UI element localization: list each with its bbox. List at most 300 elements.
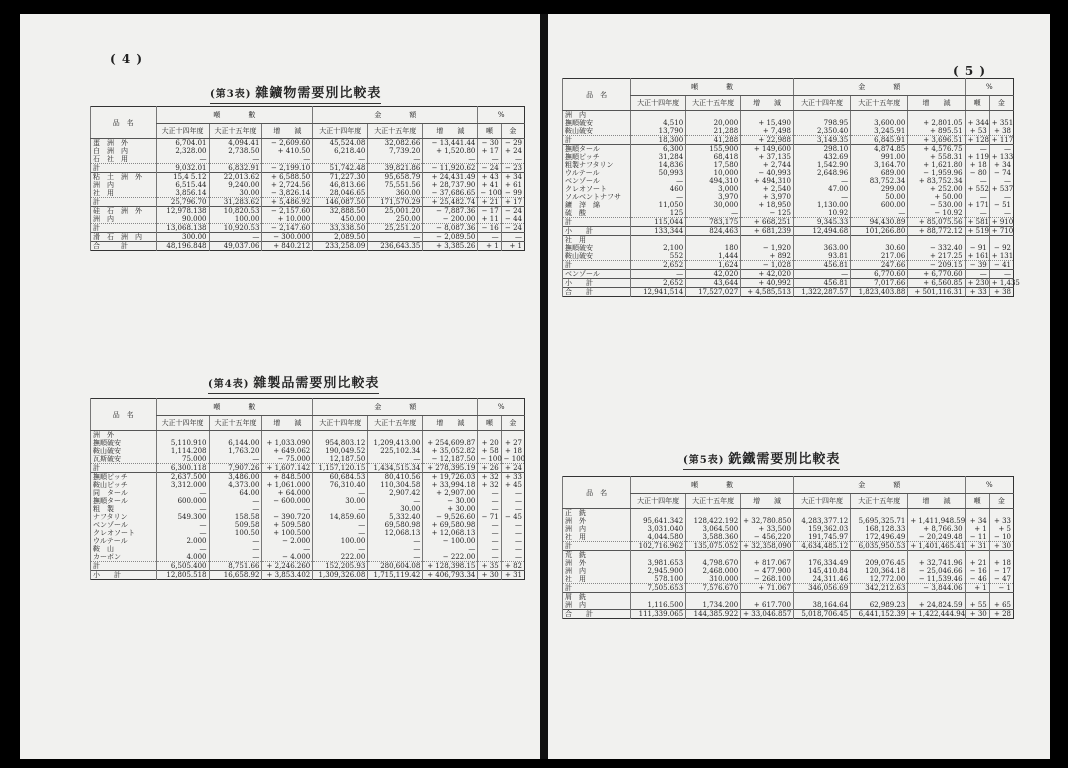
- cell-value: —: [501, 537, 524, 545]
- cell-value: 5,018,706.45: [793, 610, 850, 619]
- header-diff: 增 減: [741, 494, 794, 509]
- cell-value: + 37,135: [741, 153, 794, 161]
- cell-value: 30.00: [368, 505, 423, 513]
- cell-value: 75,551.56: [368, 181, 423, 189]
- cell-value: [793, 509, 850, 518]
- cell-value: − 71: [478, 513, 501, 521]
- cell-value: + 18: [989, 559, 1013, 567]
- cell-value: + 133: [989, 153, 1013, 161]
- cell-value: 15,4 5.12: [156, 173, 209, 182]
- cell-value: − 12,187.50: [423, 455, 478, 464]
- cell-value: 45,524.08: [313, 139, 368, 148]
- cell-value: 41,288: [686, 136, 741, 145]
- cell-value: 10,000: [686, 169, 741, 177]
- cell-value: 600.00: [851, 201, 908, 209]
- cell-value: + 681,239: [741, 227, 794, 236]
- cell-value: + 30: [965, 610, 989, 619]
- cell-value: + 161: [965, 252, 989, 261]
- cell-value: − 456,220: [741, 533, 794, 542]
- cell-value: 360.00: [368, 189, 423, 198]
- cell-value: —: [501, 521, 524, 529]
- cell-value: − 23: [501, 164, 524, 173]
- cell-value: 217.06: [851, 252, 908, 261]
- cell-value: —: [989, 193, 1013, 201]
- cell-value: —: [423, 545, 478, 553]
- cell-value: − 100: [478, 455, 501, 464]
- cell-value: —: [965, 145, 989, 154]
- cell-value: 2,637.500: [156, 473, 209, 482]
- cell-value: 432.69: [793, 153, 850, 161]
- header-tonnage: 噸 數: [631, 477, 794, 494]
- cell-value: 12,805.518: [156, 571, 209, 580]
- cell-value: 3,486.00: [209, 473, 262, 482]
- header-y14: 大正十四年度: [793, 494, 850, 509]
- cell-value: + 1,061.000: [262, 481, 313, 489]
- cell-value: [851, 236, 908, 245]
- cell-value: 168,128.33: [851, 525, 908, 533]
- table-row: [563, 193, 1014, 201]
- cell-value: + 22,988: [741, 136, 794, 145]
- cell-value: + 710: [989, 227, 1013, 236]
- cell-value: 6,441,152.39: [851, 610, 908, 619]
- cell-value: 20,000: [686, 119, 741, 127]
- header-t: 噸: [965, 96, 989, 111]
- cell-value: —: [209, 155, 262, 164]
- cell-value: 12,068.13: [368, 529, 423, 537]
- row-label: 撫順破安: [563, 119, 631, 127]
- cell-value: + 668,251: [741, 218, 794, 227]
- cell-value: 50,993: [631, 169, 686, 177]
- cell-value: 172,496.49: [851, 533, 908, 542]
- cell-value: 7,505.653: [631, 584, 686, 593]
- cell-value: − 51: [989, 201, 1013, 209]
- header-diff: 增 減: [262, 124, 313, 139]
- cell-value: —: [209, 455, 262, 464]
- cell-value: 30,000: [686, 201, 741, 209]
- cell-value: + 117: [989, 136, 1013, 145]
- cell-value: + 1,411,948.59: [908, 517, 965, 525]
- cell-value: + 35,052.82: [423, 447, 478, 455]
- cell-value: − 3,826.14: [262, 189, 313, 198]
- cell-value: —: [368, 553, 423, 562]
- table-row: [563, 209, 1014, 218]
- table-row: [91, 215, 525, 224]
- cell-value: 4.000: [156, 553, 209, 562]
- header-amount: 金 額: [313, 399, 478, 416]
- table-row: [563, 517, 1014, 525]
- row-label: 洲 内: [563, 601, 631, 610]
- cell-value: + 24: [501, 147, 524, 155]
- cell-value: 3,981.653: [631, 559, 686, 567]
- cell-value: + 28,737.90: [423, 181, 478, 189]
- cell-value: —: [793, 177, 850, 185]
- row-label: 鞍山破安: [563, 252, 631, 261]
- cell-value: + 895.51: [908, 127, 965, 136]
- cell-value: − 45: [501, 513, 524, 521]
- cell-value: 2,350.40: [793, 127, 850, 136]
- cell-value: 180: [686, 244, 741, 252]
- row-label: ウルテール: [91, 537, 157, 545]
- cell-value: + 33: [965, 288, 989, 297]
- cell-value: 991.00: [851, 153, 908, 161]
- cell-value: —: [156, 489, 209, 497]
- cell-value: + 64.000: [262, 489, 313, 497]
- header-diff: 增 減: [908, 494, 965, 509]
- cell-value: 48,196.848: [156, 242, 209, 251]
- cell-value: 3,149.35: [793, 136, 850, 145]
- cell-value: + 82: [501, 562, 524, 571]
- table-row: [91, 473, 525, 482]
- header-amount: 金 額: [793, 477, 965, 494]
- table-row: [91, 537, 525, 545]
- cell-value: 689.00: [851, 169, 908, 177]
- cell-value: 50.00: [851, 193, 908, 201]
- cell-value: 31,283.62: [209, 198, 262, 207]
- cell-value: 128,422.192: [686, 517, 741, 525]
- cell-value: + 61: [501, 181, 524, 189]
- cell-value: 209,076.45: [851, 559, 908, 567]
- cell-value: + 4,576.75: [908, 145, 965, 154]
- cell-value: 95,658.79: [368, 173, 423, 182]
- cell-value: 2,907.42: [368, 489, 423, 497]
- cell-value: —: [156, 521, 209, 529]
- cell-value: − 16: [965, 567, 989, 575]
- cell-value: − 4.000: [262, 553, 313, 562]
- cell-value: + 817.067: [741, 559, 794, 567]
- cell-value: 101,266.80: [851, 227, 908, 236]
- cell-value: [989, 236, 1013, 245]
- cell-value: 71,227.30: [313, 173, 368, 182]
- cell-value: + 581: [965, 218, 989, 227]
- cell-value: 12,978.138: [156, 207, 209, 216]
- cell-value: —: [965, 209, 989, 218]
- table-row: [563, 279, 1014, 288]
- cell-value: 6,515.44: [156, 181, 209, 189]
- cell-value: + 494,310: [741, 177, 794, 185]
- cell-value: [851, 111, 908, 120]
- cell-value: 125: [631, 209, 686, 218]
- cell-value: [793, 593, 850, 602]
- cell-value: + 2,907.00: [423, 489, 478, 497]
- cell-value: + 848.500: [262, 473, 313, 482]
- cell-value: − 30.00: [423, 497, 478, 505]
- cell-value: 6,832.91: [209, 164, 262, 173]
- cell-value: + 1,607.142: [262, 464, 313, 473]
- cell-value: − 209.15: [908, 261, 965, 270]
- cell-value: 33,338.50: [313, 224, 368, 233]
- cell-value: − 2.000: [262, 537, 313, 545]
- cell-value: 146,087.50: [313, 198, 368, 207]
- cell-value: 120,364.18: [851, 567, 908, 575]
- cell-value: 456.81: [793, 261, 850, 270]
- cell-value: 3,600.00: [851, 119, 908, 127]
- cell-value: − 10: [989, 533, 1013, 542]
- row-label: 鞍 山: [91, 545, 157, 553]
- cell-value: 10,820.53: [209, 207, 262, 216]
- table-row: [563, 584, 1014, 593]
- cell-value: 1,715,119.42: [368, 571, 423, 580]
- cell-value: —: [313, 489, 368, 497]
- cell-value: 6,218.40: [313, 147, 368, 155]
- cell-value: [908, 593, 965, 602]
- cell-value: + 45: [501, 481, 524, 489]
- header-y15: 大正十五年度: [851, 494, 908, 509]
- cell-value: [908, 111, 965, 120]
- cell-value: —: [262, 505, 313, 513]
- cell-value: 6,300: [631, 145, 686, 154]
- row-label: 洲 内: [91, 215, 157, 224]
- table-row: [563, 575, 1014, 584]
- table3: [90, 106, 525, 251]
- cell-value: —: [793, 193, 850, 201]
- cell-value: + 537: [989, 185, 1013, 193]
- cell-value: + 38: [989, 288, 1013, 297]
- header-y15: 大正十五年度: [209, 124, 262, 139]
- cell-value: 3,000: [686, 185, 741, 193]
- cell-value: 2.000: [156, 537, 209, 545]
- cell-value: 76,310.40: [313, 481, 368, 489]
- cell-value: 145,410.84: [793, 567, 850, 575]
- cell-value: 4,634,485.12: [793, 542, 850, 551]
- cell-value: − 100: [478, 189, 501, 198]
- row-label: 鞍山ピッチ: [91, 481, 157, 489]
- cell-value: − 16: [478, 224, 501, 233]
- cell-value: 69,580.98: [368, 521, 423, 529]
- row-label: 社 用: [563, 236, 631, 245]
- row-label: 計: [563, 261, 631, 270]
- cell-value: [908, 509, 965, 518]
- cell-value: 783,175: [686, 218, 741, 227]
- cell-value: + 41: [478, 181, 501, 189]
- cell-value: + 83,752.34: [908, 177, 965, 185]
- header-item-name: 品 名: [91, 399, 157, 431]
- cell-value: 509.58: [209, 521, 262, 529]
- cell-value: 5,695,325.71: [851, 517, 908, 525]
- cell-value: + 32,741.96: [908, 559, 965, 567]
- cell-value: 32,082.66: [368, 139, 423, 148]
- cell-value: + 5,486.92: [262, 198, 313, 207]
- cell-value: —: [156, 545, 209, 553]
- cell-value: 155,900: [686, 145, 741, 154]
- cell-value: 7,739.20: [368, 147, 423, 155]
- cell-value: [631, 551, 686, 560]
- table-row: [563, 261, 1014, 270]
- cell-value: 171,570.29: [368, 198, 423, 207]
- cell-value: [686, 236, 741, 245]
- cell-value: − 7,887.36: [423, 207, 478, 216]
- cell-value: + 558.31: [908, 153, 965, 161]
- cell-value: − 91: [965, 244, 989, 252]
- cell-value: 62,989.23: [851, 601, 908, 610]
- cell-value: —: [989, 145, 1013, 154]
- cell-value: 83,752.34: [851, 177, 908, 185]
- cell-value: + 131: [989, 252, 1013, 261]
- cell-value: + 55: [965, 601, 989, 610]
- cell-value: —: [262, 545, 313, 553]
- cell-value: + 2,246.260: [262, 562, 313, 571]
- header-y14: 大正十四年度: [156, 124, 209, 139]
- cell-value: —: [156, 505, 209, 513]
- table-row: [91, 455, 525, 464]
- table-row: [563, 185, 1014, 193]
- cell-value: [989, 111, 1013, 120]
- cell-value: + 351: [989, 119, 1013, 127]
- cell-value: 456.81: [793, 279, 850, 288]
- cell-value: 346,056.69: [793, 584, 850, 593]
- table-row: [563, 177, 1014, 185]
- cell-value: [741, 509, 794, 518]
- header-t: 噸: [965, 494, 989, 509]
- table-row: [91, 529, 525, 537]
- cell-value: 158.58: [209, 513, 262, 521]
- cell-value: + 32: [478, 481, 501, 489]
- cell-value: − 11,920.62: [423, 164, 478, 173]
- row-label: 白 洲 内: [91, 147, 157, 155]
- table-row: [563, 542, 1014, 551]
- cell-value: − 8,087.36: [423, 224, 478, 233]
- cell-value: − 1,959.96: [908, 169, 965, 177]
- cell-value: 46,813.66: [313, 181, 368, 189]
- row-label: クレオソート: [563, 185, 631, 193]
- table-row: [91, 181, 525, 189]
- table-row: [91, 464, 525, 473]
- cell-value: —: [209, 537, 262, 545]
- cell-value: 25,251.20: [368, 224, 423, 233]
- table-row: [563, 288, 1014, 297]
- cell-value: [908, 551, 965, 560]
- cell-value: 1,823,403.88: [851, 288, 908, 297]
- cell-value: 102,716.962: [631, 542, 686, 551]
- table-row: [91, 189, 525, 198]
- table-row: [91, 147, 525, 155]
- cell-value: + 8,766.30: [908, 525, 965, 533]
- cell-value: —: [313, 545, 368, 553]
- cell-value: [631, 509, 686, 518]
- cell-value: + 519: [965, 227, 989, 236]
- cell-value: 552: [631, 252, 686, 261]
- table-row: [91, 207, 525, 216]
- cell-value: [989, 551, 1013, 560]
- cell-value: 4,373.00: [209, 481, 262, 489]
- cell-value: —: [989, 177, 1013, 185]
- cell-value: 1,434,515.34: [368, 464, 423, 473]
- cell-value: + 43: [478, 173, 501, 182]
- cell-value: + 53: [965, 127, 989, 136]
- table5-title-text: 銑鐵需要別比較表: [728, 452, 841, 467]
- row-label: 粗 製: [91, 505, 157, 513]
- cell-value: − 100.00: [423, 537, 478, 545]
- row-label: 硅 石 洲 外: [91, 207, 157, 216]
- cell-value: [631, 593, 686, 602]
- cell-value: 6,035,950.53: [851, 542, 908, 551]
- cell-value: 450.00: [313, 215, 368, 224]
- cell-value: 9,240.00: [209, 181, 262, 189]
- row-label: 粘 土 洲 外: [91, 173, 157, 182]
- cell-value: [686, 509, 741, 518]
- cell-value: + 20: [478, 439, 501, 447]
- cell-value: − 17: [478, 207, 501, 216]
- cell-value: 25,001.20: [368, 207, 423, 216]
- table-row: [91, 505, 525, 513]
- cell-value: [686, 593, 741, 602]
- row-label: 硫 酸: [563, 209, 631, 218]
- cell-value: + 32,780.850: [741, 517, 794, 525]
- cell-value: 1,309,326.08: [313, 571, 368, 580]
- cell-value: [965, 236, 989, 245]
- cell-value: − 75.000: [262, 455, 313, 464]
- cell-value: 152,205.93: [313, 562, 368, 571]
- table4-title-text: 雜製品需要別比較表: [253, 376, 380, 391]
- cell-value: 3,031.040: [631, 525, 686, 533]
- cell-value: + 649.062: [262, 447, 313, 455]
- cell-value: 222.00: [313, 553, 368, 562]
- cell-value: + 18,950: [741, 201, 794, 209]
- cell-value: —: [501, 553, 524, 562]
- cell-value: 30.60: [851, 244, 908, 252]
- cell-value: 4,874.85: [851, 145, 908, 154]
- cell-value: [741, 236, 794, 245]
- cell-value: + 1,401,465.41: [908, 542, 965, 551]
- header-t: 噸: [478, 124, 501, 139]
- cell-value: 3,245.91: [851, 127, 908, 136]
- header-percent: %: [965, 477, 1013, 494]
- cell-value: [965, 551, 989, 560]
- header-tonnage: 噸 數: [631, 79, 794, 96]
- cell-value: 100.00: [313, 537, 368, 545]
- cell-value: − 74: [989, 169, 1013, 177]
- cell-value: 2,089.50: [313, 233, 368, 242]
- row-label: 計: [91, 562, 157, 571]
- cell-value: —: [368, 497, 423, 505]
- cell-value: 2,328.00: [156, 147, 209, 155]
- cell-value: 1,157,120.15: [313, 464, 368, 473]
- cell-value: 300.00: [156, 233, 209, 242]
- cell-value: + 32,358,090: [741, 542, 794, 551]
- row-label: 撫順ピッチ: [91, 473, 157, 482]
- cell-value: [851, 593, 908, 602]
- cell-value: 28,046.65: [313, 189, 368, 198]
- row-label: 鞍山破安: [91, 447, 157, 455]
- cell-value: —: [478, 521, 501, 529]
- cell-value: − 2,199.10: [262, 164, 313, 173]
- table-row: [91, 242, 525, 251]
- cell-value: 2,652: [631, 261, 686, 270]
- header-m: 金: [989, 96, 1013, 111]
- table3-title-text: 雜鑛物需要別比較表: [255, 86, 382, 101]
- cell-value: 144,385.922: [686, 610, 741, 619]
- cell-value: + 42,020: [741, 270, 794, 279]
- cell-value: 30.00: [209, 189, 262, 198]
- table-row: [91, 447, 525, 455]
- cell-value: − 37,686.65: [423, 189, 478, 198]
- cell-value: − 40,993: [741, 169, 794, 177]
- row-label: 滑 石 洲 内: [91, 233, 157, 242]
- cell-value: [686, 551, 741, 560]
- cell-value: 60,684.53: [313, 473, 368, 482]
- cell-value: + 33,500: [741, 525, 794, 533]
- header-percent: %: [965, 79, 1013, 96]
- cell-value: —: [368, 545, 423, 553]
- header-y15: 大正十五年度: [686, 494, 741, 509]
- header-y14: 大正十四年度: [313, 416, 368, 431]
- row-label: 洲 外: [563, 517, 631, 525]
- cell-value: + 410.50: [262, 147, 313, 155]
- cell-value: —: [209, 233, 262, 242]
- cell-value: + 6,588.50: [262, 173, 313, 182]
- cell-value: —: [368, 155, 423, 164]
- cell-value: 51,742.48: [313, 164, 368, 173]
- cell-value: + 217.25: [908, 252, 965, 261]
